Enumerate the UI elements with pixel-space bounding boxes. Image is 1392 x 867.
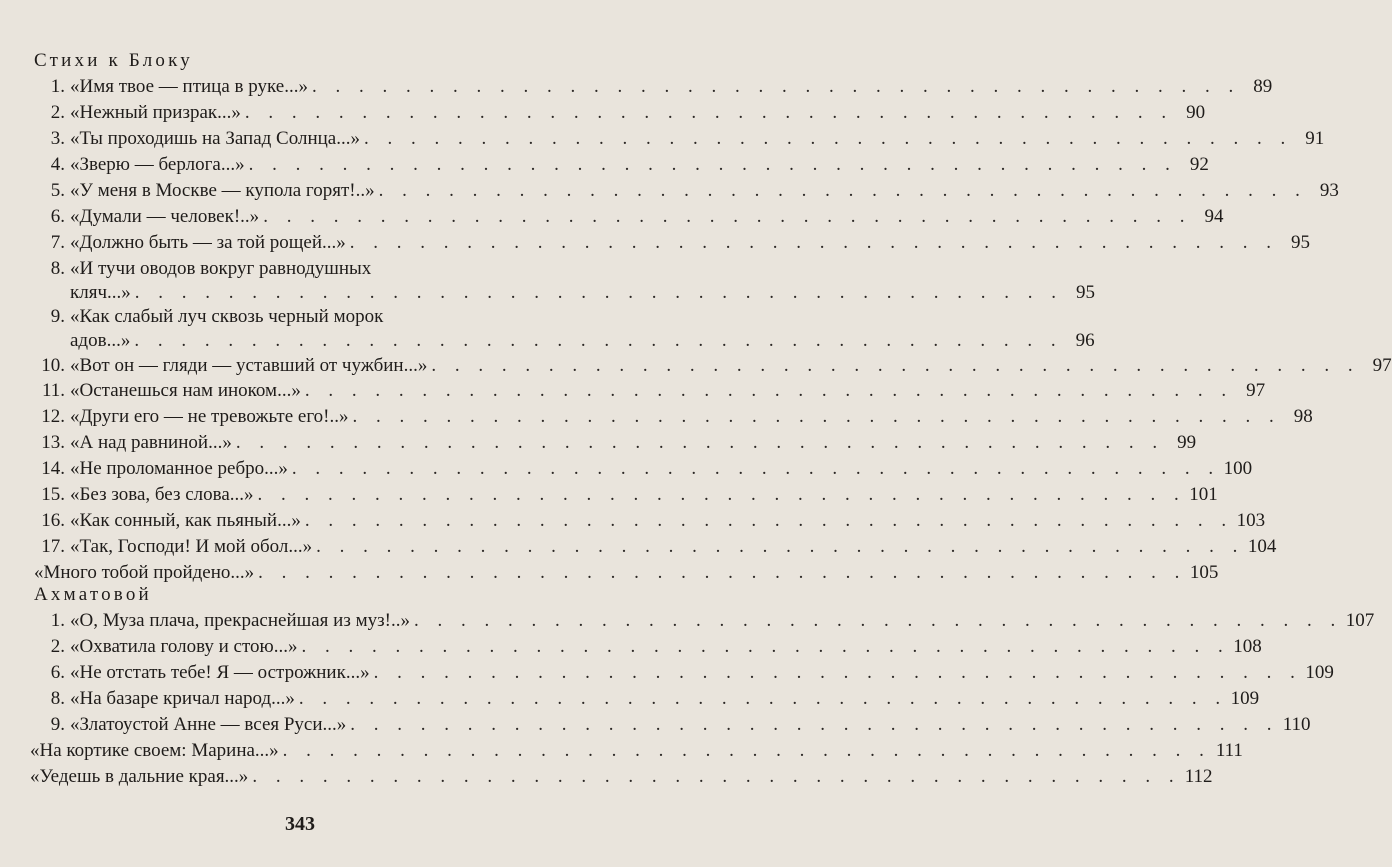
entry-number: 5. (50, 180, 65, 201)
leader-dots: . . . . . . . . . . . . . . . . . . . . . . . . . . . . . . . . . . . . . . . . (134, 330, 1063, 351)
leader-dots: . . . . . . . . . . . . . . . . . . . . . . . . . . . . . . . . . . . . . . . . (244, 102, 1174, 123)
entry-title: «Как сонный, как пьяный...» (70, 510, 301, 531)
entry-page: 107 (1345, 610, 1375, 631)
entry-title: «Уедешь в дальние края...» (30, 766, 249, 787)
entry-number: 11. (41, 380, 65, 401)
toc-entry (32, 536, 1277, 562)
entry-page: 105 (1189, 562, 1219, 583)
toc-entry (38, 306, 562, 332)
leader-dots: . . . . . . . . . . . . . . . . . . . . . . . . . . . . . . . . . . . . . . . . (298, 688, 1228, 709)
entry-title: «Вот он — гляди — уставший от чужбин...» (70, 355, 428, 376)
entry-number: 16. (41, 510, 65, 531)
toc-entry (38, 662, 1334, 688)
leader-dots: . . . . . . . . . . . . . . . . . . . . . . . . . . . . . . . . . . . . . . . . (304, 380, 1234, 401)
entry-page: 111 (1215, 740, 1243, 761)
toc-entry (38, 76, 1273, 102)
entry-title: «Так, Господи! И мой обол...» (70, 536, 313, 557)
entry-page: 97 (1372, 355, 1392, 376)
leader-dots: . . . . . . . . . . . . . . . . . . . . . . . . . . . . . . . . . . . . . . . . (316, 536, 1245, 557)
leader-dots: . . . . . . . . . . . . . . . . . . . . . . . . . . . . . . . . . . . . . . . . (134, 282, 1064, 303)
section-title-akhmatova: Ахматовой (34, 584, 152, 605)
leader-dots: . . . . . . . . . . . . . . . . . . . . . . . . . . . . . . . . . . . . . . . . (301, 636, 1230, 657)
leader-dots: . . . . . . . . . . . . . . . . . . . . . . . . . . . . . . . . . . . . . . . . (258, 562, 1187, 583)
section-title-blok: Стихи к Блоку (34, 50, 193, 71)
entry-title-continued: адов...» (70, 330, 131, 351)
entry-page: 109 (1305, 662, 1334, 683)
entry-title: «На кортике своем: Марина...» (30, 740, 279, 761)
entry-page: 104 (1247, 536, 1277, 557)
entry-title: «И тучи оводов вокруг равнодушных (70, 258, 372, 279)
leader-dots: . . . . . . . . . . . . . . . . . . . . . . . . . . . . . . . . . . . . . . . . (349, 232, 1279, 253)
entry-title: «Охватила голову и стою...» (70, 636, 298, 657)
entry-title: «У меня в Москве — купола горят!..» (70, 180, 375, 201)
leader-dots: . . . . . . . . . . . . . . . . . . . . . . . . . . . . . . . . . . . . . . . . (282, 740, 1211, 761)
leader-dots: . . . . . . . . . . . . . . . . . . . . . . . . . . . . . . . . . . . . . . . . (373, 662, 1302, 683)
entry-page: 92 (1189, 154, 1209, 175)
entry-number: 12. (41, 406, 65, 427)
leader-dots: . . . . . . . . . . . . . . . . . . . . . . . . . . . . . . . . . . . . . . . . (235, 432, 1165, 453)
leader-dots: . . . . . . . . . . . . . . . . . . . . . . . . . . . . . . . . . . . . . . . . (311, 76, 1241, 97)
entry-title: «Имя твое — птица в руке...» (70, 76, 308, 97)
entry-title: «Без зова, без слова...» (70, 484, 254, 505)
entry-title-continued: кляч...» (70, 282, 131, 303)
entry-number: 6. (50, 662, 65, 683)
toc-entry (38, 636, 1262, 662)
toc-entry (32, 380, 1266, 406)
leader-dots: . . . . . . . . . . . . . . . . . . . . . . . . . . . . . . . . . . . . . . . . (431, 355, 1360, 376)
entry-page: 99 (1177, 432, 1197, 453)
leader-dots: . . . . . . . . . . . . . . . . . . . . . . . . . . . . . . . . . . . . . . . . (252, 766, 1181, 787)
entry-title: «А над равниной...» (70, 432, 232, 453)
toc-entry-standalone (30, 740, 1243, 766)
entry-number: 3. (50, 128, 65, 149)
entry-title: «Други его — не тревожьте его!..» (70, 406, 349, 427)
entry-title: «Златоустой Анне — всея Руси...» (70, 714, 347, 735)
entry-title: «Не отстать тебе! Я — острожник...» (70, 662, 370, 683)
leader-dots: . . . . . . . . . . . . . . . . . . . . . . . . . . . . . . . . . . . . . . . . (248, 154, 1177, 175)
leader-dots: . . . . . . . . . . . . . . . . . . . . . . . . . . . . . . . . . . . . . . . . (350, 714, 1279, 735)
toc-entry (38, 128, 1325, 154)
toc-entry (38, 688, 1260, 714)
toc-entry-continuation (70, 282, 1096, 308)
leader-dots: . . . . . . . . . . . . . . . . . . . . . . . . . . . . . . . . . . . . . . . . (413, 610, 1343, 631)
leader-dots: . . . . . . . . . . . . . . . . . . . . . . . . . . . . . . . . . . . . . . . . (378, 180, 1307, 201)
entry-page: 93 (1319, 180, 1339, 201)
entry-title: «О, Муза плача, прекраснейшая из муз!..» (70, 610, 410, 631)
entry-page: 110 (1282, 714, 1311, 735)
toc-entry (32, 510, 1266, 536)
entry-number: 6. (50, 206, 65, 227)
entry-page: 98 (1293, 406, 1313, 427)
entry-number: 1. (50, 76, 65, 97)
entry-page: 112 (1184, 766, 1213, 787)
entry-page: 109 (1230, 688, 1260, 709)
entry-number: 2. (50, 102, 65, 123)
entry-number: 8. (50, 688, 65, 709)
leader-dots: . . . . . . . . . . . . . . . . . . . . . . . . . . . . . . . . . . . . . . . . (291, 458, 1221, 479)
entry-number: 8. (50, 258, 65, 279)
toc-entry (38, 610, 1375, 636)
toc-entry (38, 206, 1224, 232)
entry-title: «Должно быть — за той рощей...» (70, 232, 346, 253)
entry-title: «Не проломанное ребро...» (70, 458, 288, 479)
entry-number: 10. (41, 355, 65, 376)
toc-entry (32, 458, 1253, 484)
entry-page: 91 (1305, 128, 1325, 149)
entry-page: 94 (1204, 206, 1224, 227)
page-number: 343 (285, 813, 315, 835)
entry-number: 9. (50, 714, 65, 735)
toc-entry (32, 484, 1218, 510)
entry-title: «Как слабый луч сквозь черный морок (70, 306, 384, 327)
entry-title: «Зверю — берлога...» (70, 154, 245, 175)
toc-entry (32, 432, 1197, 458)
entry-number: 9. (50, 306, 65, 327)
toc-entry (38, 180, 1339, 206)
entry-page: 100 (1223, 458, 1253, 479)
toc-entry (38, 102, 1206, 128)
entry-number: 13. (41, 432, 65, 453)
entry-page: 90 (1186, 102, 1206, 123)
entry-number: 15. (41, 484, 65, 505)
entry-title: «Ты проходишь на Запад Солнца...» (70, 128, 360, 149)
toc-entry (32, 406, 1313, 432)
toc-entry-standalone (30, 766, 1213, 792)
entry-page: 97 (1246, 380, 1266, 401)
entry-title: «Думали — человек!..» (70, 206, 260, 227)
entry-title: «Много тобой пройдено...» (34, 562, 255, 583)
entry-number: 4. (50, 154, 65, 175)
entry-number: 1. (50, 610, 65, 631)
leader-dots: . . . . . . . . . . . . . . . . . . . . . . . . . . . . . . . . . . . . . . . . (363, 128, 1293, 149)
entry-title: «Нежный призрак...» (70, 102, 241, 123)
entry-number: 7. (50, 232, 65, 253)
entry-number: 17. (41, 536, 65, 557)
entry-page: 108 (1233, 636, 1262, 657)
toc-entry (38, 714, 1311, 740)
toc-entry (38, 232, 1311, 258)
entry-number: 2. (50, 636, 65, 657)
leader-dots: . . . . . . . . . . . . . . . . . . . . . . . . . . . . . . . . . . . . . . . . (304, 510, 1234, 531)
toc-entry (38, 154, 1209, 180)
entry-page: 89 (1253, 76, 1273, 97)
entry-number: 14. (41, 458, 65, 479)
entry-page: 103 (1236, 510, 1266, 531)
entry-page: 101 (1189, 484, 1218, 505)
leader-dots: . . . . . . . . . . . . . . . . . . . . . . . . . . . . . . . . . . . . . . . . (352, 406, 1281, 427)
leader-dots: . . . . . . . . . . . . . . . . . . . . . . . . . . . . . . . . . . . . . . . . (257, 484, 1186, 505)
toc-entry (38, 258, 562, 284)
entry-title: «Останешься нам иноком...» (70, 380, 301, 401)
toc-entry-continuation (70, 330, 1095, 356)
entry-page: 96 (1075, 330, 1095, 351)
entry-title: «На базаре кричал народ...» (70, 688, 295, 709)
leader-dots: . . . . . . . . . . . . . . . . . . . . . . . . . . . . . . . . . . . . . . . . (263, 206, 1192, 227)
toc-entry (32, 355, 1392, 381)
entry-page: 95 (1291, 232, 1311, 253)
entry-page: 95 (1076, 282, 1096, 303)
